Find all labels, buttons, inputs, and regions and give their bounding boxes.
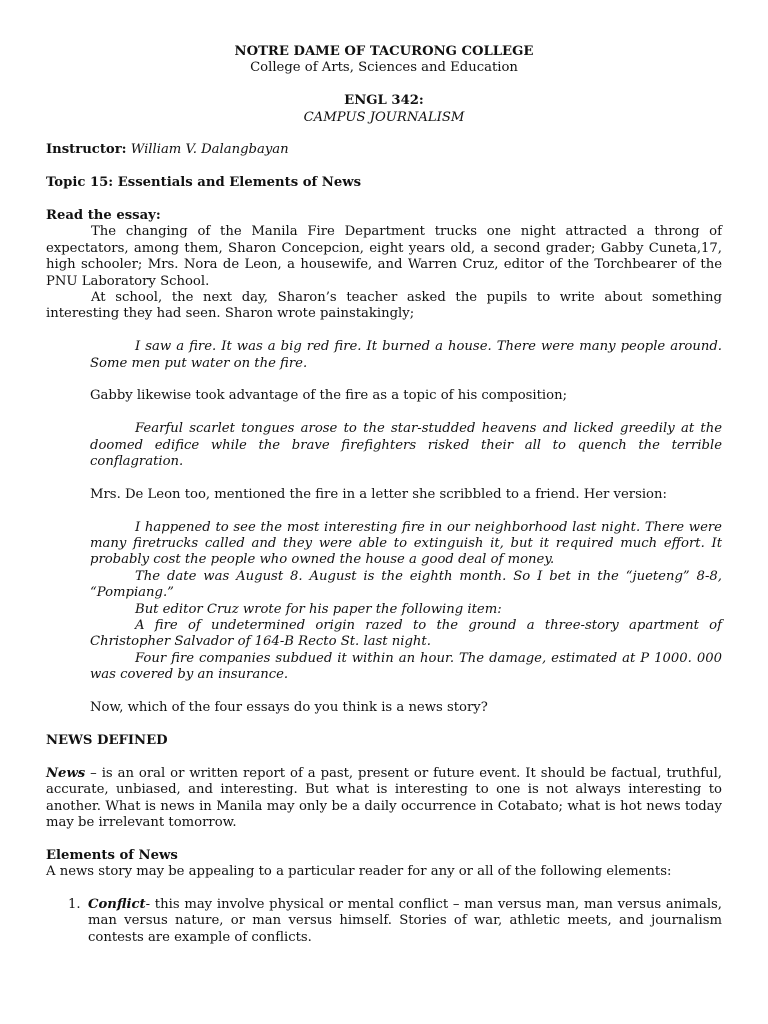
news-term: News bbox=[46, 765, 86, 781]
elements-heading: Elements of News bbox=[46, 847, 178, 863]
sharon-text: I saw a fire. It was a big red fire. It burned a house. There were many people around. Some men put water on the fire. bbox=[90, 339, 722, 371]
essay-paragraph-2: At school, the next day, Sharon’s teacher asked the pupils to write about something interesting they had seen. Sharon wrote painstakingly; bbox=[46, 290, 722, 322]
instructor-name: William V. Dalangbayan bbox=[130, 142, 289, 158]
list-item-text bbox=[88, 897, 722, 946]
news-definition-text: – is an oral or written report of a past, present or future event. It should be factual, truthful, accurate, unbiased, and interesting. But what is interesting to one is not always interesting to another. What is news in Manila may only be a daily occurrence in Cotabato; what is hot news today may be irrelevant tomorrow. bbox=[46, 765, 722, 830]
leon-text-1: I happened to see the most interesting fire in our neighborhood last night. There were many firetrucks called and they were able to extinguish it, but it required much effort. It probably cost the people who owned the house a good deal of money. bbox=[90, 519, 722, 568]
list-item-term: Conflict bbox=[88, 896, 146, 912]
gabby-intro: Gabby likewise took advantage of the fire as a topic of his composition; bbox=[90, 388, 568, 404]
department-name: College of Arts, Sciences and Education bbox=[250, 60, 518, 76]
gabby-composition bbox=[90, 421, 722, 470]
instructor-line bbox=[46, 142, 722, 158]
leon-intro: Mrs. De Leon too, mentioned the fire in a letter she scribbled to a friend. Her version: bbox=[90, 486, 667, 502]
list-item-description: - this may involve physical or mental conflict – man versus man, man versus animals, man versus nature, or man versus himself. Stories of war, athletic meets, and journalism contests are example of conflicts. bbox=[88, 896, 722, 945]
gabby-text: Fearful scarlet tongues arose to the star-studded heavens and licked greedily at the doomed edifice while the brave firefighters risked their all to quench the terrible conflagration. bbox=[90, 421, 722, 470]
cruz-text-2: Four fire companies subdued it within an hour. The damage, estimated at P 1000. 000 was covered by an insurance. bbox=[90, 650, 722, 683]
elements-intro: A news story may be appealing to a particular reader for any or all of the following elements: bbox=[46, 864, 672, 880]
question-line: Now, which of the four essays do you think is a news story? bbox=[90, 700, 488, 716]
sharon-composition bbox=[90, 339, 722, 372]
topic-title: Topic 15: Essentials and Elements of News bbox=[46, 175, 362, 191]
news-definition bbox=[46, 766, 722, 832]
cruz-intro: But editor Cruz wrote for his paper the following item: bbox=[135, 601, 502, 617]
college-name: NOTRE DAME OF TACURONG COLLEGE bbox=[234, 44, 534, 59]
cruz-text-1: A fire of undetermined origin razed to the ground a three-story apartment of Christopher Salvador of 164-B Recto St. last night. bbox=[90, 618, 722, 650]
read-heading: Read the essay: bbox=[46, 208, 161, 223]
leon-text-2: The date was August 8. August is the eighth month. So I bet in the “jueteng” 8-8, “Pompiang.” bbox=[90, 568, 722, 601]
course-name: CAMPUS JOURNALISM bbox=[303, 109, 465, 125]
instructor-label: Instructor: bbox=[46, 142, 127, 158]
list-item bbox=[68, 897, 722, 946]
list-item-number: 1. bbox=[68, 896, 81, 912]
news-defined-heading: NEWS DEFINED bbox=[46, 732, 168, 748]
elements-list bbox=[46, 897, 722, 946]
leon-letter bbox=[90, 520, 722, 684]
course-code: ENGL 342: bbox=[344, 93, 424, 109]
essay-paragraph-1: The changing of the Manila Fire Department trucks one night attracted a throng of expectators, among them, Sharon Concepcion, eight years old, a second grader; Gabby Cuneta,17, high schooler; Mrs. Nora de Leon, a housewife, and Warren Cruz, editor of the Torchbearer of the PNU Laboratory School. bbox=[46, 224, 722, 289]
document-page bbox=[46, 44, 722, 946]
